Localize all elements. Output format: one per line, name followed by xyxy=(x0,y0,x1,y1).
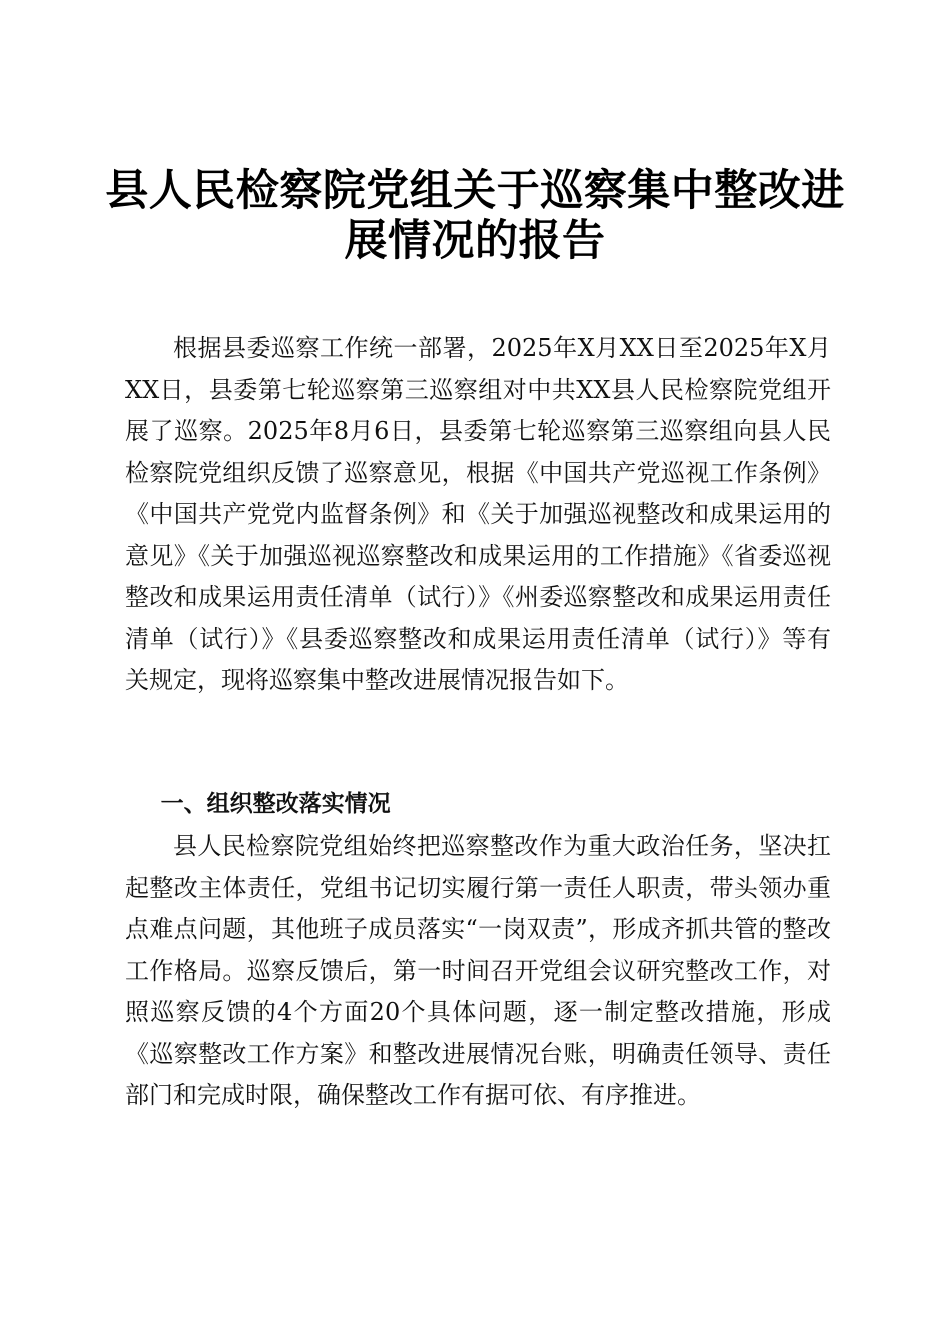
intro-paragraph: 根据县委巡察工作统一部署，2025年X月XX日至2025年X月XX日，县委第七轮巡察第三巡察组对中共XX县人民检察院党组开展了巡察。2025年8月6日，县委第七轮巡察第三巡察组向县人民检察院党组织反馈了巡察意见，根据《中国共产党巡视工作条例》《中国共产党党内监督条例》和《关于加强巡视整改和成果运用的意见》《关于加强巡视巡察整改和成果运用的工作措施》《省委巡视整改和成果运用责任清单（试行）》《州委巡察整改和成果运用责任清单（试行）》《县委巡察整改和成果运用责任清单（试行）》等有关规定，现将巡察集中整改进展情况报告如下。 xyxy=(125,334,831,694)
section-paragraph: 县人民检察院党组始终把巡察整改作为重大政治任务，坚决扛起整改主体责任，党组书记切实履行第一责任人职责，带头领办重点难点问题，其他班子成员落实“一岗双责”，形成齐抓共管的整改工作格局。巡察反馈后，第一时间召开党组会议研究整改工作，对照巡察反馈的4个方面20个具体问题，逐一制定整改措施，形成《巡察整改工作方案》和整改进展情况台账，明确责任领导、责任部门和完成时限，确保整改工作有据可依、有序推进。 xyxy=(125,832,831,1109)
section-heading: 一、组织整改落实情况 xyxy=(160,791,391,817)
document-title: 县人民检察院党组关于巡察集中整改进展情况的报告 xyxy=(105,166,845,266)
